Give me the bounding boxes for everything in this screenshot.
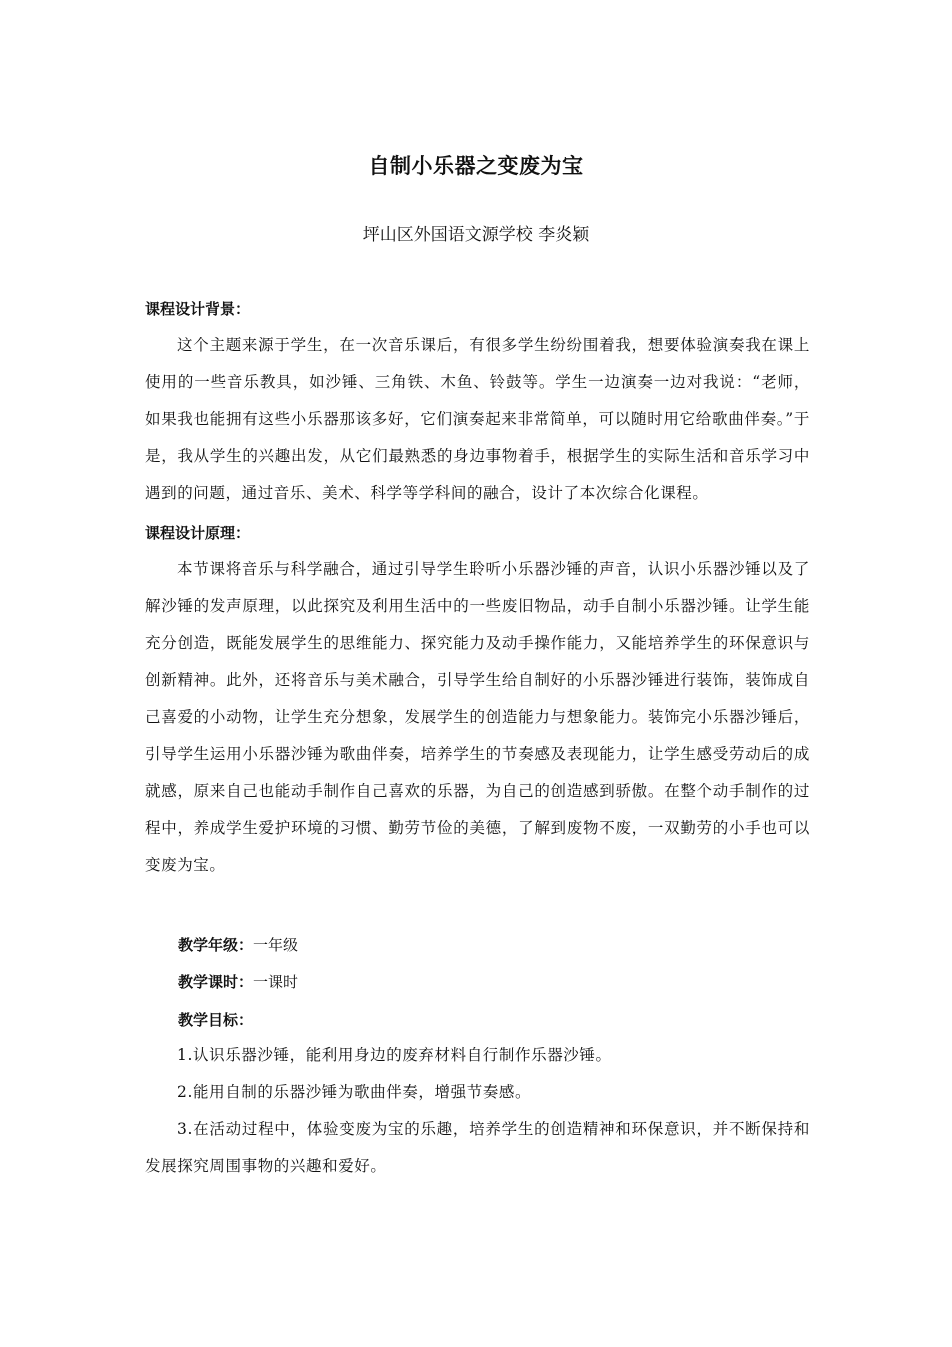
document-title: 自制小乐器之变废为宝 — [368, 154, 584, 178]
hours-label: 教学课时： — [178, 973, 254, 991]
author-line: 坪山区外国语文源学校 李炎颖 — [362, 225, 590, 245]
grade-label: 教学年级： — [178, 936, 254, 954]
goals-label: 教学目标： — [178, 1011, 254, 1029]
goal-item-3: 3.在活动过程中，体验变废为宝的乐趣，培养学生的创造精神和环保意识，并不断保持和发展探究周围事物的兴趣和爱好。 — [145, 1120, 810, 1175]
hours-line — [178, 971, 818, 993]
hours-value: 一课时 — [253, 973, 299, 991]
background-heading: 课程设计背景： — [145, 300, 251, 318]
goals-line — [178, 1009, 818, 1031]
goal-item-2: 2.能用自制的乐器沙锤为歌曲伴奏，增强节奏感。 — [177, 1083, 532, 1101]
grade-line — [178, 934, 818, 956]
background-paragraph: 这个主题来源于学生，在一次音乐课后，有很多学生纷纷围着我，想要体验演奏我在课上使用的一些音乐教具，如沙锤、三角铁、木鱼、铃鼓等。学生一边演奏一边对我说：“老师，如果我也能拥有这些小乐器那该多好，它们演奏起来非常简单，可以随时用它给歌曲伴奏。”于是，我从学生的兴趣出发，从它们最熟悉的身边事物着手，根据学生的实际生活和音乐学习中遇到的问题，通过音乐、美术、科学等学科间的融合，设计了本次综合化课程。 — [145, 336, 810, 502]
goal-item-1: 1.认识乐器沙锤，能利用身边的废弃材料自行制作乐器沙锤。 — [177, 1046, 612, 1064]
grade-value: 一年级 — [253, 936, 299, 954]
principle-heading: 课程设计原理： — [145, 524, 251, 542]
principle-paragraph: 本节课将音乐与科学融合，通过引导学生聆听小乐器沙锤的声音，认识小乐器沙锤以及了解沙锤的发声原理，以此探究及利用生活中的一些废旧物品，动手自制小乐器沙锤。让学生能充分创造，既能发展学生的思维能力、探究能力及动手操作能力，又能培养学生的环保意识与创新精神。此外，还将音乐与美术融合，引导学生给自制好的小乐器沙锤进行装饰，装饰成自己喜爱的小动物，让学生充分想象，发展学生的创造能力与想象能力。装饰完小乐器沙锤后，引导学生运用小乐器沙锤为歌曲伴奏，培养学生的节奏感及表现能力，让学生感受劳动后的成就感，原来自己也能动手制作自己喜欢的乐器，为自己的创造感到骄傲。在整个动手制作的过程中，养成学生爱护环境的习惯、勤劳节俭的美德，了解到废物不废，一双勤劳的小手也可以变废为宝。 — [145, 560, 810, 874]
